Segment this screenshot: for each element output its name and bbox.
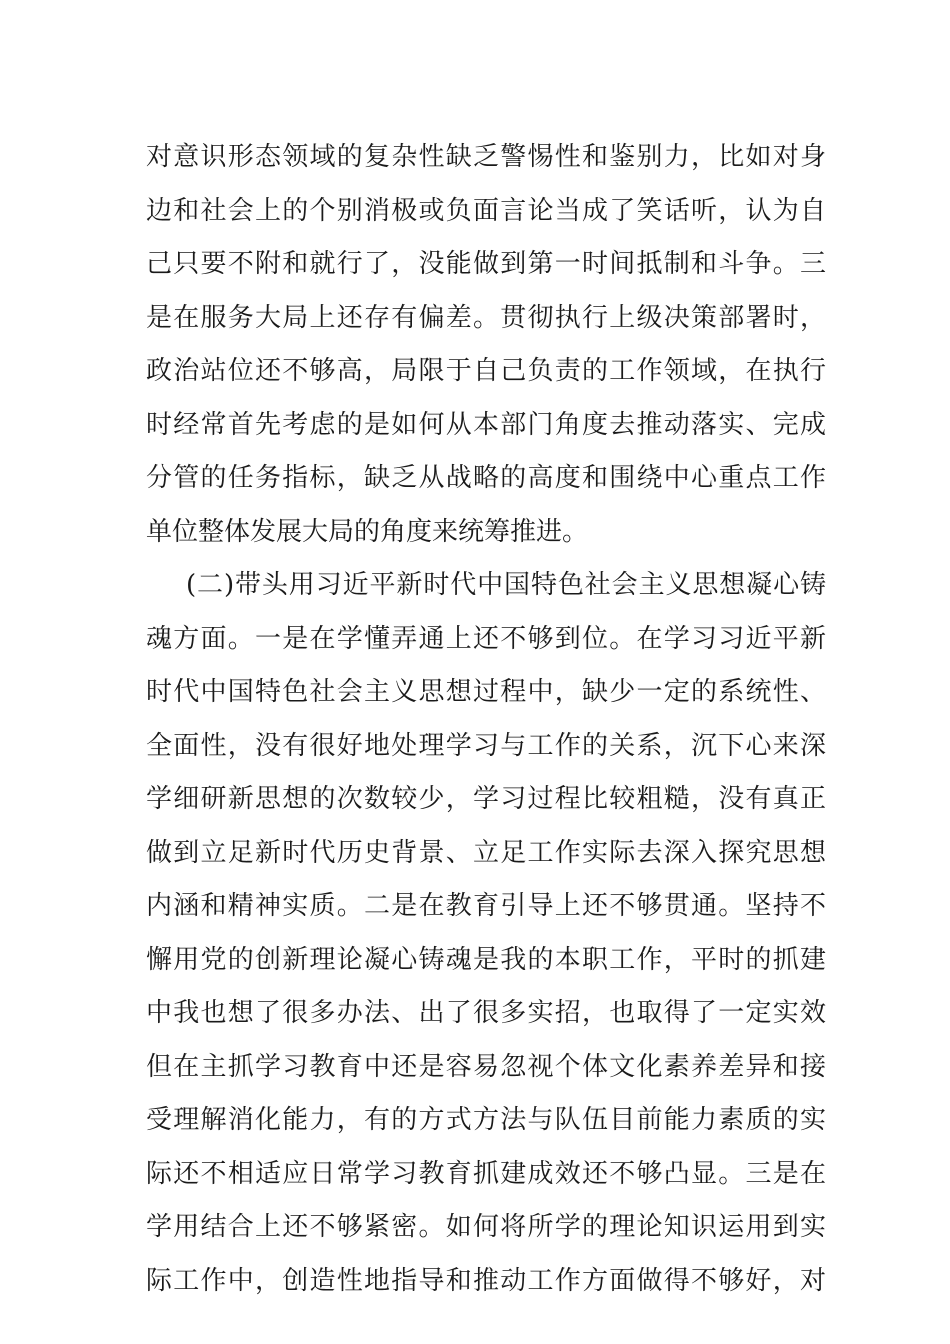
text-line: 己只要不附和就行了，没能做到第一时间抵制和斗争。三 (146, 249, 826, 279)
text-line: 学用结合上还不够紧密。如何将所学的理论知识运用到实 (146, 1212, 826, 1242)
text-line: 分管的任务指标，缺乏从战略的高度和围绕中心重点工作 (146, 463, 826, 493)
text-line: 时代中国特色社会主义思想过程中，缺少一定的系统性、 (146, 677, 826, 707)
paragraph-1 (146, 131, 826, 559)
text-line: 际工作中，创造性地指导和推动工作方面做得不够好，对 (146, 1265, 826, 1296)
text-line: 但在主抓学习教育中还是容易忽视个体文化素养差异和接 (146, 1051, 826, 1082)
text-line: 内涵和精神实质。二是在教育引导上还不够贯通。坚持不 (146, 891, 826, 921)
text-line: 学细研新思想的次数较少，学习过程比较粗糙，没有真正 (146, 784, 826, 814)
text-line: 是在服务大局上还存有偏差。贯彻执行上级决策部署时， (146, 302, 826, 333)
body-text (146, 131, 826, 1308)
text-line: 边和社会上的个别消极或负面言论当成了笑话听，认为自 (146, 195, 826, 226)
text-line: 魂方面。一是在学懂弄通上还不够到位。在学习习近平新 (146, 623, 826, 654)
text-line: 对意识形态领域的复杂性缺乏警惕性和鉴别力，比如对身 (146, 142, 826, 172)
section-heading-line: (二)带头用习近平新时代中国特色社会主义思想凝心铸 (186, 570, 826, 600)
text-line: 懈用党的创新理论凝心铸魂是我的本职工作，平时的抓建 (146, 944, 826, 975)
text-line: 际还不相适应日常学习教育抓建成效还不够凸显。三是在 (146, 1158, 826, 1189)
text-line: 单位整体发展大局的角度来统筹推进。 (146, 516, 589, 547)
text-line: 做到立足新时代历史背景、立足工作实际去深入探究思想 (146, 837, 826, 868)
paragraph-2 (146, 559, 826, 1308)
text-line: 全面性，没有很好地处理学习与工作的关系，沉下心来深 (146, 730, 826, 761)
text-line: 受理解消化能力，有的方式方法与队伍目前能力素质的实 (146, 1105, 826, 1135)
text-line: 中我也想了很多办法、出了很多实招，也取得了一定实效 (146, 998, 826, 1028)
text-line: 政治站位还不够高，局限于自己负责的工作领域，在执行 (146, 356, 826, 386)
text-line: 时经常首先考虑的是如何从本部门角度去推动落实、完成 (146, 409, 826, 440)
